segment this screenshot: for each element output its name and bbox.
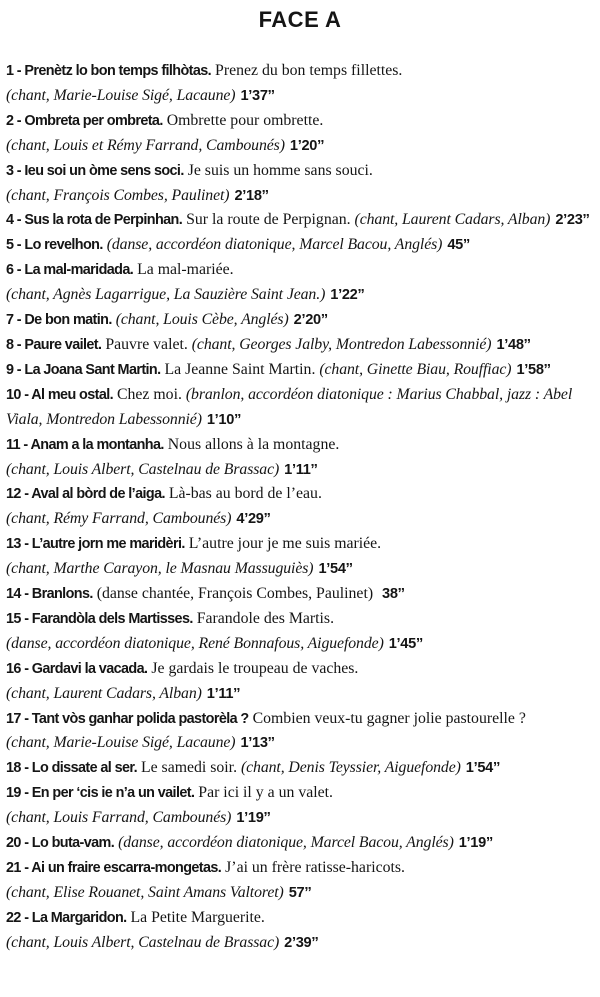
track-list: [6, 59, 594, 956]
track-heading: 22 - La Margaridon.: [6, 909, 127, 926]
track-item: [6, 333, 594, 358]
track-item: [6, 59, 594, 109]
track-translation: La Jeanne Saint Martin.: [164, 360, 316, 378]
track-duration: 1’54’’: [465, 760, 500, 777]
page-title: FACE A: [258, 7, 342, 32]
track-duration: 1’19’’: [236, 810, 271, 827]
track-credits: (chant, Laurent Cadars, Alban): [354, 211, 551, 229]
track-heading: 10 - Al meu ostal.: [6, 386, 114, 403]
track-credits: (chant, Louis Cèbe, Anglés): [115, 311, 289, 329]
track-heading: 8 - Paure vailet.: [6, 336, 102, 353]
track-duration: 1’58’’: [516, 361, 551, 378]
track-translation: Combien veux-tu gagner jolie pastourelle ?: [252, 709, 526, 727]
track-duration: 2’23’’: [555, 212, 590, 229]
track-duration: 57’’: [288, 884, 312, 901]
track-credits: (chant, Rémy Farrand, Cambounés): [6, 510, 232, 528]
track-heading: 9 - La Joana Sant Martin.: [6, 361, 161, 378]
track-credits: (chant, Elise Rouanet, Saint Amans Valtoret): [6, 883, 284, 901]
track-heading: 1 - Prenètz lo bon temps filhòtas.: [6, 63, 212, 79]
track-credits: (danse, accordéon diatonique, Marcel Bacou, Anglés): [106, 236, 443, 254]
track-credits: (chant, Marthe Carayon, le Masnau Massuguiès): [6, 560, 314, 578]
track-credits: (chant, Louis Albert, Castelnau de Brassac): [6, 460, 280, 478]
track-duration: 1’48’’: [496, 336, 531, 353]
track-heading: 7 - De bon matin.: [6, 312, 112, 329]
track-credits: (branlon, accordéon diatonique : Marius Chabbal, jazz : Abel Viala, Montredon Labessonnié): [6, 385, 573, 428]
track-heading: 6 - La mal-maridada.: [6, 262, 134, 279]
track-duration: 1’11’’: [284, 461, 318, 478]
track-heading: 4 - Sus la rota de Perpinhan.: [6, 212, 183, 229]
track-credits: (chant, Agnès Lagarrigue, La Sauzière Saint Jean.): [6, 286, 326, 304]
track-duration: 2’20’’: [293, 312, 328, 329]
track-credits: (chant, Marie-Louise Sigé, Lacaune): [6, 734, 236, 752]
track-heading: 2 - Ombreta per ombreta.: [6, 112, 163, 129]
track-translation: Prenez du bon temps fillettes.: [215, 62, 403, 79]
track-heading: 5 - Lo revelhon.: [6, 237, 103, 254]
track-heading: 16 - Gardavi la vacada.: [6, 660, 148, 677]
track-translation: Là-bas au bord de l’eau.: [168, 485, 322, 503]
track-duration: 1’19’’: [458, 835, 493, 852]
track-duration: 45’’: [447, 237, 470, 254]
track-duration: 1’10’’: [206, 411, 242, 428]
track-translation: Je gardais le troupeau de vaches.: [151, 659, 359, 677]
track-credits: (chant, Georges Jalby, Montredon Labessonnié): [191, 335, 492, 353]
track-heading: 17 - Tant vòs ganhar polida pastorèla ?: [6, 710, 249, 727]
track-item: [6, 756, 594, 781]
track-heading: 19 - En per ‘cis ie n’a un vailet.: [6, 785, 195, 802]
track-heading: 3 - Ieu soi un òme sens soci.: [6, 162, 184, 179]
track-heading: 12 - Aval al bòrd de l’aiga.: [6, 486, 165, 503]
track-credits: (danse, accordéon diatonique, René Bonnafous, Aiguefonde): [6, 634, 384, 652]
track-credits: (chant, Denis Teyssier, Aiguefonde): [240, 759, 461, 777]
track-credits: (chant, Louis Albert, Castelnau de Brassac): [6, 933, 280, 951]
track-translation: Pauvre valet.: [105, 335, 188, 353]
track-heading: 15 - Farandòla dels Martisses.: [6, 610, 193, 627]
track-duration: 1’20’’: [289, 137, 325, 154]
track-translation: Je suis un homme sans souci.: [187, 161, 373, 179]
track-item: [6, 781, 594, 831]
track-item: [6, 308, 594, 333]
track-heading: 18 - Lo dissate al ser.: [6, 760, 137, 777]
track-translation: Nous allons à la montagne.: [167, 435, 340, 453]
track-item: [6, 482, 594, 532]
track-credits: (chant, Marie-Louise Sigé, Lacaune): [6, 86, 236, 104]
track-item: [6, 831, 594, 856]
track-item: [6, 906, 594, 956]
track-credits: (chant, Laurent Cadars, Alban): [6, 684, 202, 702]
track-heading: 14 - Branlons.: [6, 586, 93, 603]
track-translation: Sur la route de Perpignan.: [186, 211, 351, 229]
track-heading: 13 - L’autre jorn me maridèri.: [6, 536, 185, 553]
track-translation: Ombrette pour ombrette.: [166, 111, 324, 129]
track-duration: 2’18’’: [234, 187, 269, 204]
track-translation: (danse chantée, François Combes, Paulinet): [96, 585, 374, 603]
track-credits: (chant, Louis et Rémy Farrand, Cambounés): [6, 136, 285, 154]
track-translation: Chez moi.: [116, 385, 182, 403]
track-item: [6, 383, 594, 433]
track-duration: 1’45’’: [388, 635, 423, 652]
track-duration: 2’39’’: [284, 934, 319, 951]
track-heading: 21 - Ai un fraire escarra-mongetas.: [6, 860, 222, 876]
track-item: [6, 532, 594, 582]
track-heading: 11 - Anam a la montanha.: [6, 436, 164, 453]
track-duration: 38’’: [382, 586, 405, 603]
track-item: [6, 856, 594, 906]
track-duration: 4’29’’: [236, 511, 271, 528]
track-duration: 1’54’’: [318, 561, 353, 578]
track-item: [6, 707, 594, 757]
track-translation: Par ici il y a un valet.: [198, 784, 333, 802]
track-credits: (chant, Louis Farrand, Cambounés): [6, 809, 232, 827]
track-duration: 1’37’’: [240, 87, 275, 104]
track-duration: 1’11’’: [206, 685, 241, 702]
track-credits: (chant, Ginette Biau, Rouffiac): [319, 360, 512, 378]
track-item: [6, 582, 594, 607]
track-translation: La Petite Marguerite.: [130, 908, 265, 926]
track-duration: 1’13’’: [240, 735, 275, 752]
track-translation: L’autre jour je me suis mariée.: [188, 535, 382, 553]
track-credits: (danse, accordéon diatonique, Marcel Bacou, Anglés): [118, 834, 454, 852]
track-item: [6, 208, 594, 233]
track-item: [6, 109, 594, 159]
track-translation: Le samedi soir.: [140, 759, 238, 777]
track-item: [6, 657, 594, 707]
track-item: [6, 233, 594, 258]
track-item: [6, 433, 594, 483]
track-item: [6, 258, 594, 308]
track-duration: 1’22’’: [330, 287, 365, 304]
track-translation: Farandole des Martis.: [196, 609, 335, 627]
track-credits: (chant, François Combes, Paulinet): [6, 186, 230, 204]
track-translation: J’ai un frère ratisse-haricots.: [225, 859, 405, 876]
track-item: [6, 358, 594, 383]
track-translation: La mal-mariée.: [137, 261, 234, 279]
track-item: [6, 607, 594, 657]
track-heading: 20 - Lo buta-vam.: [6, 835, 115, 852]
track-item: [6, 159, 594, 209]
